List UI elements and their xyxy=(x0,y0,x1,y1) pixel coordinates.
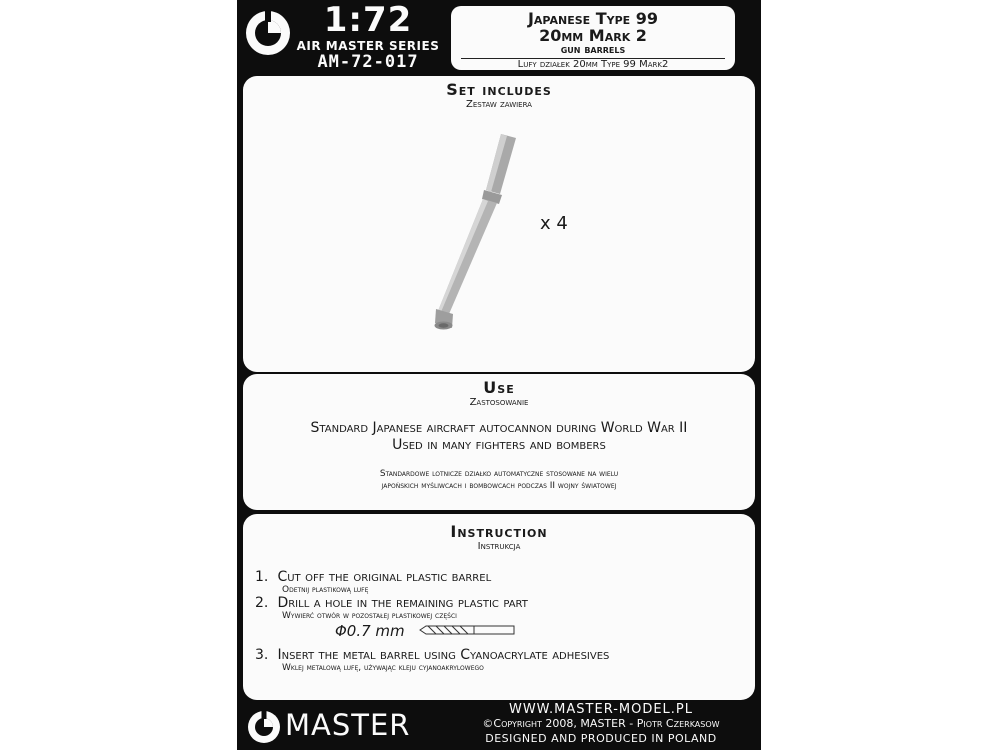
logo-mark xyxy=(243,6,293,58)
use-line1: Standard Japanese aircraft autocannon during World War II xyxy=(310,420,688,436)
website-link[interactable]: WWW.MASTER-MODEL.PL xyxy=(508,702,694,717)
polish-title: Lufy działek 20mm Type 99 Mark2 xyxy=(517,59,669,70)
series-label: AIR MASTER SERIES xyxy=(296,39,440,53)
quantity-label: x 4 xyxy=(540,213,568,234)
set-heading: Set includes xyxy=(446,80,552,99)
step-2-number: 2. xyxy=(255,595,269,611)
brand-name: MASTER xyxy=(285,708,411,742)
use-line2: Used in many fighters and bombers xyxy=(392,437,606,453)
step-3-number: 3. xyxy=(255,647,269,663)
use-pl-line2: japońskich myśliwcach i bombowcach podczas II wojny światowej xyxy=(381,481,617,491)
use-heading: Use xyxy=(483,378,515,397)
instruction-panel xyxy=(243,514,755,700)
drill-bit-icon xyxy=(418,624,516,636)
step-1-number: 1. xyxy=(255,569,269,585)
master-logo-icon xyxy=(245,707,283,745)
footer-logo xyxy=(245,706,441,746)
step-3-text: Insert the metal barrel using Cyanoacrylate adhesives xyxy=(277,647,610,663)
set-includes-panel xyxy=(243,76,755,372)
step-2-text: Drill a hole in the remaining plastic part xyxy=(277,595,528,611)
step-1-text: Cut off the original plastic barrel xyxy=(277,569,492,585)
product-code: AM-72-017 xyxy=(317,52,419,72)
title-panel xyxy=(451,6,735,70)
instruction-card xyxy=(237,0,761,750)
instruction-heading-pl: Instrukcja xyxy=(477,541,521,552)
step-2-pl: Wywierć otwór w pozostałej plastikowej części xyxy=(282,611,457,621)
instruction-heading: Instruction xyxy=(450,522,548,541)
step-1-pl: Odetnij plastikową lufę xyxy=(282,585,369,595)
produced-text: DESIGNED AND PRODUCED IN POLAND xyxy=(485,732,717,745)
product-title-line2: 20mm Mark 2 xyxy=(539,26,647,45)
drill-size-label: Φ0.7 mm xyxy=(335,622,405,640)
product-title-line3: gun barrels xyxy=(560,43,626,56)
product-title-line1: Japanese Type 99 xyxy=(527,9,659,28)
step-1 xyxy=(255,566,751,595)
step-3-pl: Wklej metalową lufę, używając kleju cyjanoakrylowego xyxy=(282,663,484,673)
use-heading-pl: Zastosowanie xyxy=(469,397,529,408)
use-panel xyxy=(243,374,755,510)
step-3 xyxy=(255,644,755,673)
copyright-text: ©Copyright 2008, MASTER - Piotr Czerkasow xyxy=(482,717,720,730)
step-2 xyxy=(255,592,751,621)
gun-barrel-image xyxy=(383,126,543,336)
use-pl-line1: Standardowe lotnicze działko automatyczne stosowane na wielu xyxy=(379,469,619,479)
scale-label: 1:72 xyxy=(323,0,413,40)
set-heading-pl: Zestaw zawiera xyxy=(466,99,532,110)
